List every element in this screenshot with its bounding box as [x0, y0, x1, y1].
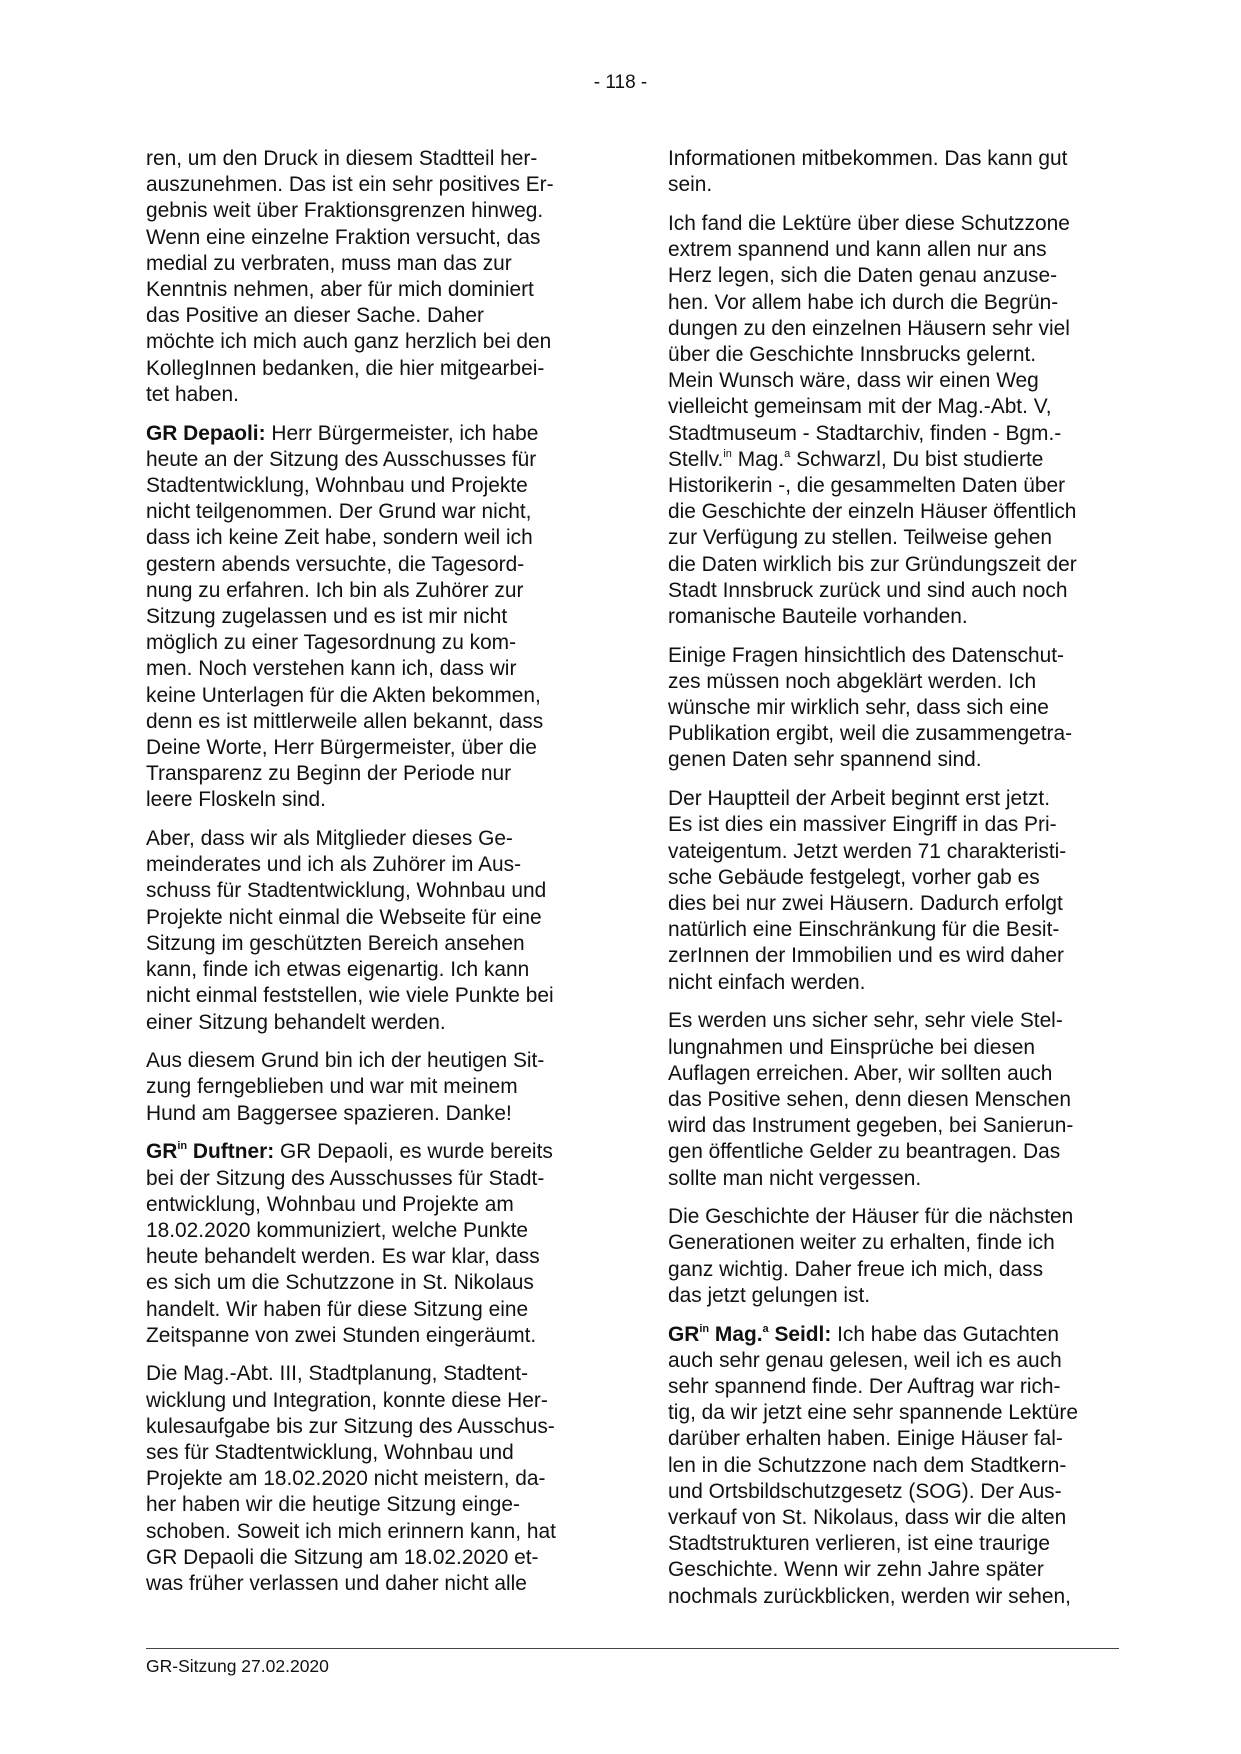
text-segment: lungnahmen und Einsprüche bei diesen — [668, 1035, 1036, 1059]
text-line — [146, 1297, 584, 1323]
text-segment: ren, um den Druck in diesem Stadtteil her- — [146, 147, 538, 170]
text-line — [146, 1101, 584, 1127]
footer-rule — [146, 1648, 1119, 1649]
text-segment: Die Geschichte der Häuser für die nächsten — [668, 1205, 1074, 1229]
text-line — [146, 303, 584, 329]
text-segment: meinderates und ich als Zuhörer im Aus- — [146, 853, 522, 877]
text-segment: 18.02.2020 kommuniziert, welche Punkte — [146, 1218, 529, 1242]
text-line — [146, 251, 584, 277]
text-line — [146, 1166, 584, 1192]
paragraph — [668, 1204, 1106, 1309]
text-segment: nicht teilgenommen. Der Grund war nicht, — [146, 500, 532, 524]
speaker-name — [146, 1140, 274, 1163]
paragraph — [146, 1361, 584, 1597]
speaker-name — [146, 422, 266, 445]
text-line — [146, 421, 584, 447]
text-segment: heute behandelt werden. Es war klar, dass — [146, 1245, 540, 1269]
text-segment: über die Geschichte Innsbrucks gelernt. — [668, 342, 1037, 366]
text-line — [146, 1545, 584, 1571]
text-line — [146, 683, 584, 709]
text-line — [668, 970, 1106, 996]
text-segment: ganz wichtig. Daher freue ich mich, dass — [668, 1257, 1044, 1281]
text-segment: verkauf von St. Nikolaus, dass wir die alten — [668, 1505, 1067, 1529]
text-line — [146, 1440, 584, 1466]
text-line — [668, 578, 1106, 604]
text-line — [146, 604, 584, 630]
text-line — [668, 839, 1106, 865]
text-line — [668, 669, 1106, 695]
text-line — [668, 394, 1106, 420]
text-segment: wicklung und Integration, konnte diese Her- — [146, 1388, 548, 1412]
text-line — [668, 1557, 1106, 1583]
text-line — [668, 1426, 1106, 1452]
text-segment: wird das Instrument gegeben, bei Sanierun- — [668, 1114, 1074, 1138]
text-line — [146, 878, 584, 904]
text-line — [668, 604, 1106, 630]
text-segment: handelt. Wir haben für diese Sitzung eine — [146, 1297, 529, 1321]
text-line — [146, 1571, 584, 1597]
text-line — [146, 709, 584, 735]
text-line — [146, 447, 584, 473]
text-line — [146, 277, 584, 303]
text-segment: Publikation ergibt, weil die zusammengetra- — [668, 722, 1073, 746]
text-line — [668, 316, 1106, 342]
text-line — [668, 1453, 1106, 1479]
text-line — [146, 1323, 584, 1349]
text-segment: Herz legen, sich die Daten genau anzuse- — [668, 264, 1058, 288]
text-segment: kann, finde ich etwas eigenartig. Ich kann — [146, 958, 530, 982]
text-line — [146, 1492, 584, 1518]
text-segment: len in die Schutzzone nach dem Stadtkern- — [668, 1453, 1067, 1477]
text-line — [146, 329, 584, 355]
text-line — [668, 421, 1106, 447]
text-segment: auszunehmen. Das ist ein sehr positives Er- — [146, 173, 554, 197]
text-segment: Hund am Baggersee spazieren. Danke! — [146, 1101, 512, 1125]
text-line — [146, 983, 584, 1009]
text-segment: Stadtentwicklung, Wohnbau und Projekte — [146, 473, 528, 497]
text-segment: Mag. — [731, 447, 785, 471]
text-line — [668, 1139, 1106, 1165]
text-line — [146, 1010, 584, 1036]
text-segment: Aus diesem Grund bin ich der heutigen Sit- — [146, 1049, 545, 1073]
text-segment: tet haben. — [146, 382, 239, 406]
text-segment: Die Mag.-Abt. III, Stadtplanung, Stadtent- — [146, 1362, 529, 1386]
text-segment: dies bei nur zwei Häusern. Dadurch erfolgt — [668, 891, 1063, 915]
text-line — [668, 1087, 1106, 1113]
text-segment: Stadt Innsbruck zurück und sind auch noch — [668, 578, 1068, 602]
text-line — [668, 1348, 1106, 1374]
text-line — [668, 146, 1106, 172]
speaker-name — [668, 1323, 831, 1346]
text-line — [146, 787, 584, 813]
page-number: - 118 - — [593, 72, 648, 93]
superscript: in — [177, 1140, 188, 1153]
text-line — [668, 1113, 1106, 1139]
text-segment: es sich um die Schutzzone in St. Nikolaus — [146, 1271, 534, 1295]
text-segment: Projekte am 18.02.2020 nicht meistern, da- — [146, 1467, 546, 1491]
text-segment: Projekte nicht einmal die Webseite für eine — [146, 905, 542, 929]
text-line — [668, 1204, 1106, 1230]
text-line — [146, 1244, 584, 1270]
text-segment: gen öffentliche Gelder zu beantragen. Das — [668, 1140, 1061, 1164]
text-line — [146, 146, 584, 172]
speaker-prefix: GR — [146, 1140, 178, 1164]
text-line — [668, 865, 1106, 891]
text-line — [146, 1218, 584, 1244]
text-line — [146, 1361, 584, 1387]
text-segment: Kenntnis nehmen, aber für mich dominiert — [146, 278, 534, 302]
text-line — [668, 263, 1106, 289]
text-segment: dass ich keine Zeit habe, sondern weil ich — [146, 526, 533, 550]
text-line — [146, 225, 584, 251]
text-segment: möglich zu einer Tagesordnung zu kom- — [146, 631, 517, 655]
speaker-prefix: GR Depaoli: — [146, 421, 266, 445]
text-segment: denn es ist mittlerweile allen bekannt, dass — [146, 709, 544, 733]
text-segment: Ich habe das Gutachten — [831, 1322, 1059, 1346]
text-line — [668, 1283, 1106, 1309]
text-segment: Stadtmuseum - Stadtarchiv, finden - Bgm.- — [668, 421, 1062, 445]
text-line — [668, 1061, 1106, 1087]
text-segment: Stadtstrukturen verlieren, ist eine traurige — [668, 1532, 1051, 1556]
speaker-part: Duftner: — [187, 1140, 275, 1164]
text-line — [146, 473, 584, 499]
text-line — [146, 957, 584, 983]
text-segment: sehr spannend finde. Der Auftrag war rich- — [668, 1374, 1061, 1398]
text-segment: vielleicht gemeinsam mit der Mag.-Abt. V, — [668, 395, 1052, 419]
text-line — [146, 630, 584, 656]
text-segment: möchte ich mich auch ganz herzlich bei den — [146, 330, 552, 354]
paragraph — [146, 1139, 584, 1349]
text-segment: schuss für Stadtentwicklung, Wohnbau und — [146, 879, 547, 903]
text-segment: GR Depaoli, es wurde bereits — [274, 1140, 553, 1164]
text-line — [668, 1035, 1106, 1061]
text-segment: einer Sitzung behandelt werden. — [146, 1010, 446, 1034]
text-segment: Ich fand die Lektüre über diese Schutzzone — [668, 211, 1070, 235]
text-line — [668, 1257, 1106, 1283]
text-segment: genen Daten sehr spannend sind. — [668, 748, 982, 772]
text-segment: sein. — [668, 173, 713, 197]
text-line — [146, 499, 584, 525]
text-segment: Transparenz zu Beginn der Periode nur — [146, 762, 512, 786]
text-segment: hen. Vor allem habe ich durch die Begrün- — [668, 290, 1059, 314]
text-segment: zung ferngeblieben und war mit meinem — [146, 1075, 518, 1099]
paragraph — [668, 786, 1106, 996]
text-segment: extrem spannend und kann allen nur ans — [668, 238, 1047, 262]
text-line — [668, 1008, 1106, 1034]
text-segment: tig, da wir jetzt eine sehr spannende Lektüre — [668, 1401, 1078, 1425]
text-line — [146, 1139, 584, 1165]
text-line — [668, 643, 1106, 669]
text-segment: Historikerin -, die gesammelten Daten über — [668, 473, 1066, 497]
text-segment: nicht einfach werden. — [668, 970, 866, 994]
speaker-prefix: GR — [668, 1322, 700, 1346]
text-segment: kulesaufgabe bis zur Sitzung des Ausschus- — [146, 1414, 555, 1438]
text-segment: Auflagen erreichen. Aber, wir sollten auch — [668, 1061, 1053, 1085]
text-segment: Sitzung zugelassen und es ist mir nicht — [146, 604, 508, 628]
text-segment: leere Floskeln sind. — [146, 788, 326, 812]
text-line — [146, 1414, 584, 1440]
text-segment: Informationen mitbekommen. Das kann gut — [668, 147, 1068, 170]
text-line — [146, 552, 584, 578]
text-segment: gestern abends versuchte, die Tagesord- — [146, 552, 525, 576]
text-segment: zerInnen der Immobilien und es wird daher — [668, 944, 1064, 968]
text-segment: auch sehr genau gelesen, weil ich es auch — [668, 1348, 1062, 1372]
text-segment: vateigentum. Jetzt werden 71 charakteristi- — [668, 839, 1067, 863]
paragraph — [146, 826, 584, 1036]
text-line — [146, 761, 584, 787]
text-line — [668, 695, 1106, 721]
text-line — [146, 578, 584, 604]
text-line — [668, 342, 1106, 368]
text-segment: nochmals zurückblicken, werden wir sehen, — [668, 1584, 1071, 1608]
text-segment: men. Noch verstehen kann ich, dass wir — [146, 657, 517, 681]
text-line — [668, 1230, 1106, 1256]
text-line — [146, 1048, 584, 1074]
text-segment: Einige Fragen hinsichtlich des Datenschut- — [668, 643, 1064, 667]
text-segment: Aber, dass wir als Mitglieder dieses Ge- — [146, 827, 513, 851]
text-segment: Herr Bürgermeister, ich habe — [265, 421, 539, 445]
text-line — [146, 1388, 584, 1414]
text-segment: Es werden uns sicher sehr, sehr viele Stel- — [668, 1009, 1063, 1033]
right-column — [668, 146, 1106, 1622]
text-segment: Der Hauptteil der Arbeit beginnt erst jetzt. — [668, 787, 1051, 811]
text-segment: und Ortsbildschutzgesetz (SOG). Der Aus- — [668, 1479, 1062, 1503]
text-line — [668, 1400, 1106, 1426]
text-line — [668, 747, 1106, 773]
text-line — [668, 368, 1106, 394]
text-line — [146, 1270, 584, 1296]
text-line — [668, 525, 1106, 551]
text-segment: sche Gebäude festgelegt, vorher gab es — [668, 865, 1040, 889]
text-line — [146, 356, 584, 382]
text-segment: darüber erhalten haben. Einige Häuser fal- — [668, 1427, 1063, 1451]
text-segment: Deine Worte, Herr Bürgermeister, über die — [146, 735, 537, 759]
paragraph — [668, 1322, 1106, 1610]
text-segment: nung zu erfahren. Ich bin als Zuhörer zur — [146, 578, 524, 602]
text-segment: Stellv. — [668, 447, 724, 471]
text-line — [668, 1479, 1106, 1505]
text-segment: nicht einmal feststellen, wie viele Punkte bei — [146, 984, 554, 1008]
text-line — [668, 891, 1106, 917]
speaker-part: Seidl: — [768, 1322, 832, 1346]
speaker-part: Mag. — [709, 1322, 763, 1346]
paragraph — [146, 1048, 584, 1127]
text-line — [668, 552, 1106, 578]
superscript: a — [784, 447, 791, 460]
text-line — [668, 290, 1106, 316]
text-segment: die Geschichte der einzeln Häuser öffentlich — [668, 500, 1077, 524]
text-segment: was früher verlassen und daher nicht alle — [146, 1572, 527, 1596]
text-line — [668, 1322, 1106, 1348]
text-segment: heute an der Sitzung des Ausschusses für — [146, 447, 537, 471]
text-line — [146, 852, 584, 878]
text-segment: zes müssen noch abgeklärt werden. Ich — [668, 669, 1037, 693]
text-segment: ses für Stadtentwicklung, Wohnbau und — [146, 1441, 514, 1465]
text-line — [668, 943, 1106, 969]
superscript: in — [699, 1322, 710, 1335]
text-segment: Schwarzl, Du bist studierte — [790, 447, 1044, 471]
text-segment: medial zu verbraten, muss man das zur — [146, 251, 512, 275]
text-segment: das Positive sehen, denn diesen Menschen — [668, 1087, 1071, 1111]
text-line — [146, 905, 584, 931]
superscript: in — [723, 447, 732, 460]
paragraph — [668, 1008, 1106, 1191]
text-segment: das Positive an dieser Sache. Daher — [146, 304, 484, 328]
footer-text: GR-Sitzung 27.02.2020 — [146, 1656, 329, 1676]
text-segment: romanische Bauteile vorhanden. — [668, 604, 968, 628]
text-segment: Es ist dies ein massiver Eingriff in das Pri- — [668, 813, 1057, 837]
text-line — [146, 382, 584, 408]
paragraph — [146, 146, 584, 408]
text-line — [668, 1584, 1106, 1610]
text-segment: wünsche mir wirklich sehr, dass sich eine — [668, 696, 1049, 720]
text-segment: Zeitspanne von zwei Stunden eingeräumt. — [146, 1323, 537, 1347]
text-segment: Geschichte. Wenn wir zehn Jahre später — [668, 1558, 1044, 1582]
paragraph — [146, 421, 584, 814]
text-line — [146, 931, 584, 957]
text-line — [668, 211, 1106, 237]
text-segment: Sitzung im geschützten Bereich ansehen — [146, 931, 525, 955]
text-line — [146, 1466, 584, 1492]
text-line — [668, 786, 1106, 812]
text-line — [668, 917, 1106, 943]
text-segment: entwicklung, Wohnbau und Projekte am — [146, 1192, 514, 1216]
paragraph — [668, 211, 1106, 630]
text-line — [668, 1505, 1106, 1531]
text-line — [146, 525, 584, 551]
text-segment: schoben. Soweit ich mich erinnern kann, hat — [146, 1519, 556, 1543]
text-segment: Mein Wunsch wäre, dass wir einen Weg — [668, 369, 1039, 393]
text-line — [668, 812, 1106, 838]
text-line — [146, 1192, 584, 1218]
text-segment: GR Depaoli die Sitzung am 18.02.2020 et- — [146, 1545, 539, 1569]
text-segment: das jetzt gelungen ist. — [668, 1283, 871, 1307]
left-column — [146, 146, 584, 1610]
text-line — [668, 447, 1106, 473]
text-line — [668, 172, 1106, 198]
text-segment: Generationen weiter zu erhalten, finde ich — [668, 1231, 1055, 1255]
text-line — [668, 1374, 1106, 1400]
text-line — [146, 656, 584, 682]
superscript: a — [762, 1322, 769, 1335]
text-line — [668, 499, 1106, 525]
text-line — [146, 826, 584, 852]
text-line — [146, 172, 584, 198]
text-segment: Wenn eine einzelne Fraktion versucht, das — [146, 225, 541, 249]
text-line — [668, 473, 1106, 499]
text-segment: bei der Sitzung des Ausschusses für Stadt- — [146, 1166, 545, 1190]
text-segment: zur Verfügung zu stellen. Teilweise gehen — [668, 526, 1053, 550]
text-line — [668, 1166, 1106, 1192]
text-segment: keine Unterlagen für die Akten bekommen, — [146, 683, 541, 707]
text-segment: die Daten wirklich bis zur Gründungszeit der — [668, 552, 1077, 576]
text-segment: gebnis weit über Fraktionsgrenzen hinweg. — [146, 199, 544, 223]
text-line — [146, 1074, 584, 1100]
text-segment: her haben wir die heutige Sitzung einge- — [146, 1493, 520, 1517]
text-line — [146, 1519, 584, 1545]
paragraph — [668, 146, 1106, 198]
text-segment: sollte man nicht vergessen. — [668, 1166, 922, 1190]
text-segment: dungen zu den einzelnen Häusern sehr viel — [668, 316, 1070, 340]
text-line — [668, 1531, 1106, 1557]
text-line — [668, 237, 1106, 263]
text-line — [146, 198, 584, 224]
text-segment: natürlich eine Einschränkung für die Besit- — [668, 918, 1060, 942]
paragraph — [668, 643, 1106, 774]
text-line — [668, 721, 1106, 747]
text-line — [146, 735, 584, 761]
text-segment: KollegInnen bedanken, die hier mitgearbei- — [146, 356, 545, 380]
